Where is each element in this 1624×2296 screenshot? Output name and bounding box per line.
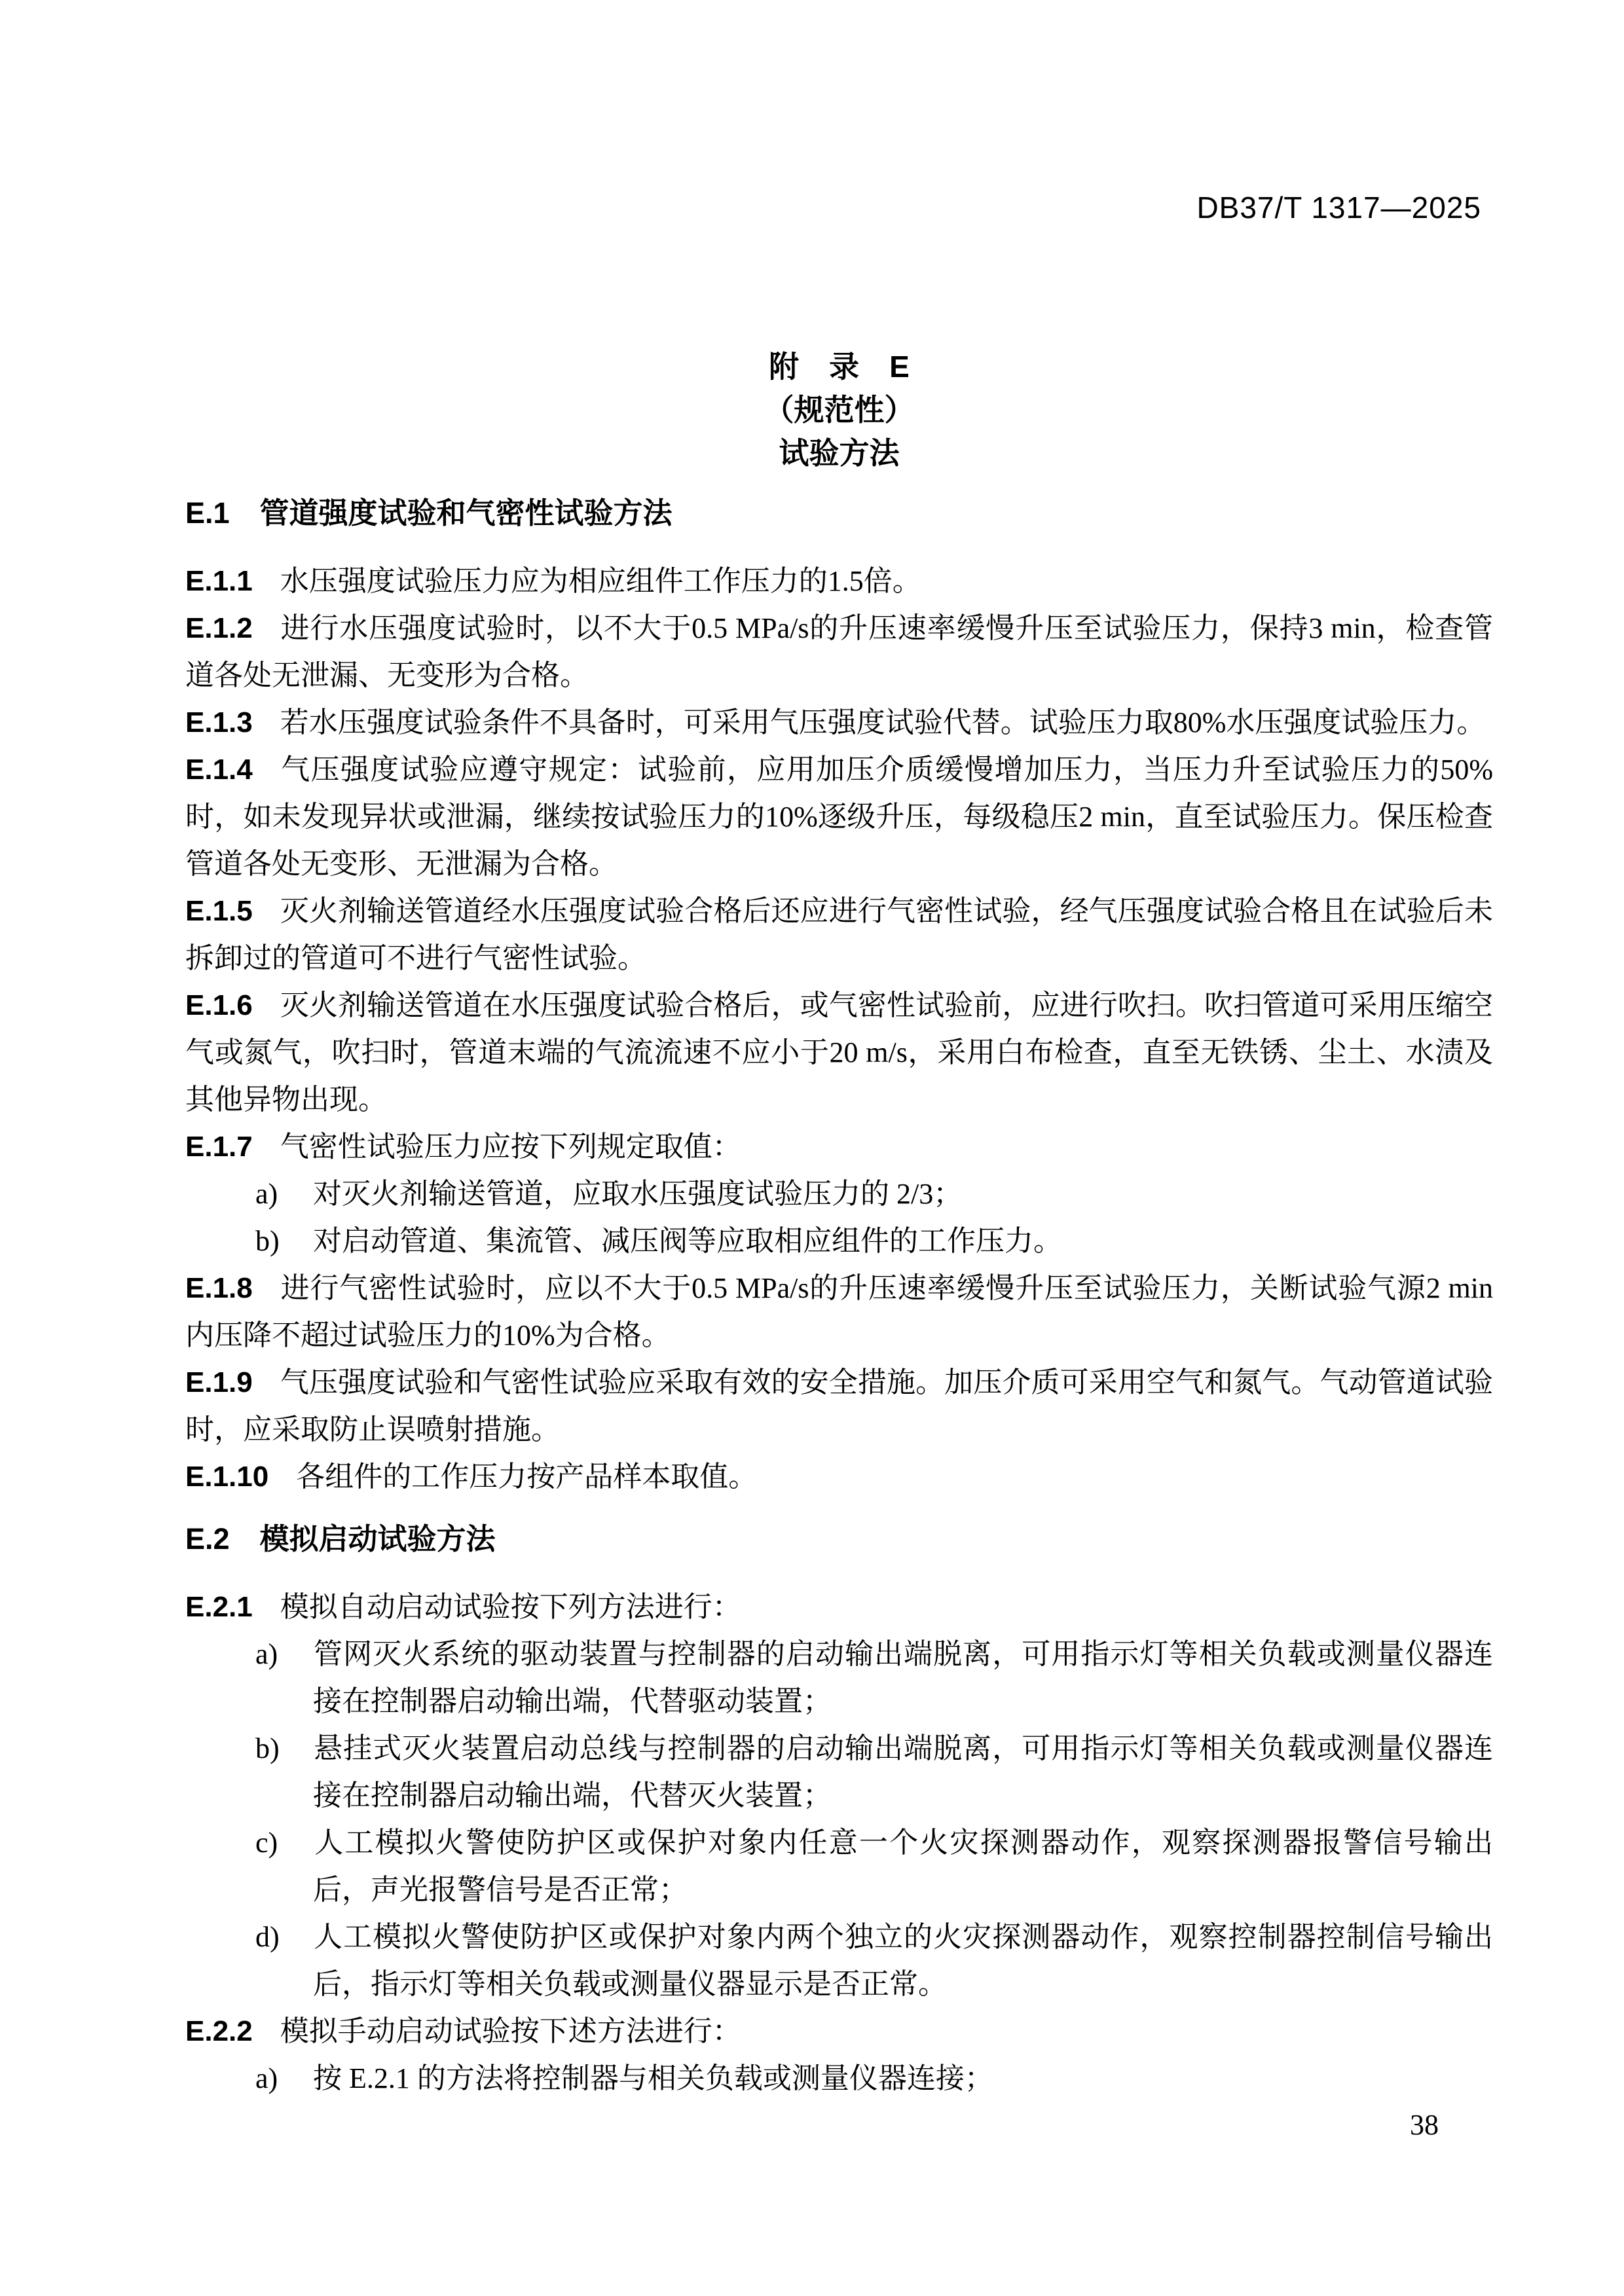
paragraph-text: 管网灭火系统的驱动装置与控制器的启动输出端脱离，可用指示灯等相关负载或测量仪器连接在控制器启动输出端，代替驱动装置； — [313, 1638, 1493, 1717]
standard-code-header: DB37/T 1317—2025 — [1196, 191, 1481, 225]
paragraph-text: 灭火剂输送管道经水压强度试验合格后还应进行气密性试验，经气压强度试验合格且在试验后未拆卸过的管道可不进行气密性试验。 — [185, 895, 1493, 974]
item-marker: a) — [255, 1638, 278, 1670]
paragraph-text: 气压强度试验应遵守规定：试验前，应用加压介质缓慢增加压力，当压力升至试验压力的50%时，如未发现异状或泄漏，继续按试验压力的10%逐级升压，每级稳压2 min，直至试验压力。保压检查管道各处无变形、无泄漏为合格。 — [185, 754, 1493, 880]
item-marker: b) — [255, 1732, 280, 1764]
paragraph-text: 模拟启动试验方法 — [259, 1522, 496, 1556]
page-number-footer: 38 — [1410, 2109, 1439, 2141]
clause-number: E.1.2 — [185, 612, 253, 644]
appendix-title-line-3: 试验方法 — [779, 436, 900, 470]
paragraph-text: 人工模拟火警使防护区或保护对象内两个独立的火灾探测器动作，观察控制器控制信号输出后，指示灯等相关负载或测量仪器显示是否正常。 — [313, 1921, 1493, 2000]
clause-paragraph — [185, 1453, 1493, 1501]
clause-paragraph — [185, 1123, 1493, 1171]
list-item — [185, 1914, 1493, 2008]
clause-number: E.1.8 — [185, 1272, 253, 1304]
clause-paragraph — [185, 605, 1493, 699]
clause-paragraph — [185, 888, 1493, 982]
appendix-title-line-2: （规范性） — [764, 393, 915, 427]
document-content — [185, 0, 1493, 2102]
appendix-title-line-1: 附 录 E — [769, 350, 910, 384]
clause-number: E.1.10 — [185, 1461, 269, 1493]
clause-paragraph — [185, 982, 1493, 1123]
paragraph-text: 灭火剂输送管道在水压强度试验合格后，或气密性试验前，应进行吹扫。吹扫管道可采用压缩空气或氮气，吹扫时，管道末端的气流流速不应小于20 m/s，采用白布检查，直至无铁锈、尘土、水渍及其他异物出现。 — [185, 989, 1493, 1116]
clause-paragraph — [185, 2008, 1493, 2055]
paragraph-text: 气压强度试验和气密性试验应采取有效的安全措施。加压介质可采用空气和氮气。气动管道试验时，应采取防止误喷射措施。 — [185, 1366, 1493, 1446]
paragraph-text: 对启动管道、集流管、减压阀等应取相应组件的工作压力。 — [313, 1225, 1062, 1257]
paragraph-text: 对灭火剂输送管道，应取水压强度试验压力的 2/3； — [313, 1178, 963, 1210]
paragraph-text: 人工模拟火警使防护区或保护对象内任意一个火灾探测器动作，观察探测器报警信号输出后，声光报警信号是否正常； — [313, 1827, 1493, 1906]
paragraph-text: 悬挂式灭火装置启动总线与控制器的启动输出端脱离，可用指示灯等相关负载或测量仪器连接在控制器启动输出端，代替灭火装置； — [313, 1732, 1493, 1812]
clause-number: E.2.2 — [185, 2015, 253, 2047]
appendix-title-block — [185, 345, 1493, 475]
clause-number: E.2.1 — [185, 1591, 253, 1623]
paragraph-text: 气密性试验压力应按下列规定取值： — [280, 1131, 741, 1163]
clause-number: E.1.7 — [185, 1131, 253, 1163]
clause-number: E.1.9 — [185, 1366, 253, 1398]
clause-paragraph — [185, 1584, 1493, 1631]
paragraph-text: 模拟自动启动试验按下列方法进行： — [280, 1591, 741, 1623]
list-item — [185, 1218, 1493, 1265]
item-marker: a) — [255, 1178, 278, 1210]
section-heading — [185, 1501, 1493, 1584]
clause-paragraph — [185, 699, 1493, 746]
paragraph-text: 管道强度试验和气密性试验方法 — [259, 496, 673, 530]
clause-number: E.1.4 — [185, 754, 253, 786]
section-heading — [185, 475, 1493, 558]
item-marker: d) — [255, 1921, 280, 1953]
clause-number: E.1.3 — [185, 706, 253, 738]
item-marker: c) — [255, 1827, 278, 1859]
list-item — [185, 1171, 1493, 1218]
clause-paragraph — [185, 1265, 1493, 1359]
list-item — [185, 1819, 1493, 1914]
document-body — [185, 475, 1493, 2102]
paragraph-text: 模拟手动启动试验按下述方法进行： — [280, 2015, 741, 2047]
list-item — [185, 1631, 1493, 1725]
paragraph-text: 进行水压强度试验时，以不大于0.5 MPa/s的升压速率缓慢升压至试验压力，保持3 min，检查管道各处无泄漏、无变形为合格。 — [185, 612, 1493, 691]
clause-number: E.1.1 — [185, 565, 253, 597]
clause-number: E.1.5 — [185, 895, 253, 927]
clause-number: E.1.6 — [185, 989, 253, 1021]
list-item — [185, 1725, 1493, 1819]
clause-number: E.2 — [185, 1522, 230, 1556]
item-marker: b) — [255, 1225, 280, 1257]
clause-number: E.1 — [185, 496, 230, 530]
list-item — [185, 2055, 1493, 2102]
paragraph-text: 进行气密性试验时，应以不大于0.5 MPa/s的升压速率缓慢升压至试验压力，关断试验气源2 min内压降不超过试验压力的10%为合格。 — [185, 1272, 1493, 1351]
paragraph-text: 各组件的工作压力按产品样本取值。 — [296, 1461, 758, 1493]
clause-paragraph — [185, 1359, 1493, 1453]
paragraph-text: 水压强度试验压力应为相应组件工作压力的1.5倍。 — [280, 565, 921, 597]
clause-paragraph — [185, 746, 1493, 888]
paragraph-text: 若水压强度试验条件不具备时，可采用气压强度试验代替。试验压力取80%水压强度试验压力。 — [280, 706, 1486, 738]
clause-paragraph — [185, 558, 1493, 605]
item-marker: a) — [255, 2062, 278, 2094]
paragraph-text: 按 E.2.1 的方法将控制器与相关负载或测量仪器连接； — [313, 2062, 993, 2094]
